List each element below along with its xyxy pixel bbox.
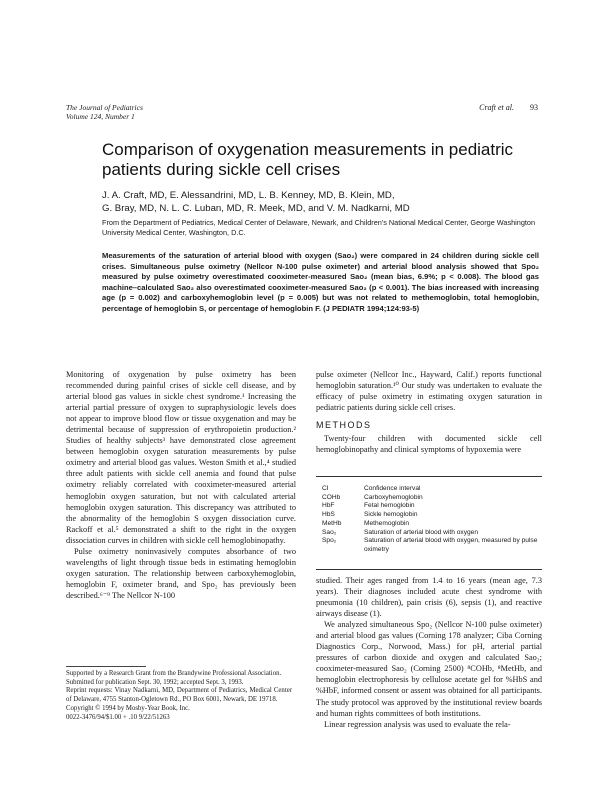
abbreviation-meaning: Confidence interval: [364, 485, 421, 492]
methods-text-2: studied. Their ages ranged from 1.4 to 16 years (mean age, 7.3 years). Their diagnoses included acute chest syndrome with pneumonia (10 children), pain crisis (6), sepsis (1), and reactive airways disease (1).: [316, 576, 542, 619]
intro-paragraph-3: pulse oximeter (Nellcor Inc., Hayward, Calif.) reports functional hemoglobin saturation.¹⁰ Our study was undertaken to evaluate the efficacy of pulse oximetry in estimating oxygen saturation in pediatric patients during sickle cell crises.: [316, 370, 542, 413]
abbreviation-meaning: Fetal hemoglobin: [364, 502, 415, 510]
support-note: Supported by a Research Grant from the Brandywine Professional Association.: [66, 670, 282, 677]
methods-continued: [316, 575, 542, 730]
authors-line-2: G. Bray, MD, N. L. C. Luban, MD, R. Meek, MD, and V. M. Nadkarni, MD: [102, 203, 410, 214]
intro-paragraph-1: Monitoring of oxygenation by pulse oximetry has been recommended during painful crises of sickle cell disease, and by arterial blood gas values in sickle chest syndrome.¹ Increasing the arterial partial pressure of oxygen to supraphysiologic levels does not appear to improve blood flow or tissue oxygenation and may be detrimental because of suppression of erythropoietin production.² Studies of healthy subjects³ have demonstrated close agreement between hemoglobin oxygen saturation measurements by pulse oximetry and arterial blood gas values. Weston Smith et al.,⁴ studied three adult patients with sickle cell anemia and found that pulse oximetry reliably correlated with cooximeter-measured arterial hemoglobin oxygen saturation, but not with calculated arterial hemoglobin oxygen saturation. This discrepancy was attributed to the abnormality of the hemoglobin S oxygen dissociation curve. Rackoff et al.⁵ demonstrated a shift to the right in the oxygen dissociation curves in children with sickle cell hemoglobinopathy.: [66, 370, 296, 545]
journal-name: The Journal of Pediatrics: [66, 103, 143, 112]
running-author: Craft et al.: [479, 103, 514, 112]
submission-dates: Submitted for publication Sept. 30, 1992; accepted Sept. 3, 1993.: [66, 678, 244, 686]
abbreviation-key: Sao₂: [322, 528, 337, 536]
methods-heading: METHODS: [316, 420, 372, 430]
author-list: [102, 189, 542, 215]
footnote-divider: [66, 666, 146, 667]
abbreviation-meaning: Saturation of arterial blood with oxygen, measured by pulse oximetry: [364, 537, 538, 553]
authors-line-1: J. A. Craft, MD, E. Alessandrini, MD, L. B. Kenney, MD, B. Klein, MD,: [102, 190, 395, 201]
abbreviation-row: [322, 502, 542, 511]
running-head: [479, 103, 538, 112]
abbreviation-meaning: Methemoglobin: [364, 519, 410, 527]
abstract: Measurements of the saturation of arterial blood with oxygen (Sao₂) were compared in 24 children during sickle cell crises. Simultaneous pulse oximetry (Nellcor N-100 pulse oximeter) and arterial blood analysis showed that Spo₂ measured by pulse oximetry overestimated cooximeter-measured Sao₂ (mean bias, 6.9%; p < 0.008). The blood gas machine–calculated Sao₂ also overestimated cooximeter-measured Sao₂ (p < 0.001). The bias increased with increasing age (p = 0.002) and carboxyhemoglobin level (p = 0.005) but was not related to methemoglobin, total hemoglobin, percentage of hemoglobin S, or percentage of hemoglobin F. (J PEDIATR 1994;124:93-5): [102, 251, 539, 313]
methods-text-4: Linear regression analysis was used to evaluate the rela-: [324, 719, 511, 729]
issn-line: 0022-3476/94/$1.00 + .10 9/22/51263: [66, 713, 170, 721]
copyright-line: Copyright © 1994 by Mosby-Year Book, Inc.: [66, 704, 190, 712]
abbreviation-row: [322, 520, 542, 529]
abbreviation-row: [322, 511, 542, 520]
methods-text-1: Twenty-four children with documented sickle cell hemoglobinopathy and clinical symptoms of hypoxemia were: [316, 434, 542, 455]
intro-paragraph-2: Pulse oximetry noninvasively computes absorbance of two wavelengths of light through tissue beds in estimating hemoglobin oxygen saturation. The relationship between carboxyhemoglobin, hemoglobin F, oximeter brand, and Spo₂ has previously been described.⁶⁻⁹ The Nellcor N-100: [66, 546, 296, 600]
left-column: [66, 369, 296, 601]
abbreviations-box: [316, 476, 542, 570]
abbreviation-meaning: Sickle hemoglobin: [364, 511, 418, 519]
abbreviation-row: [322, 494, 542, 503]
methods-text-3: We analyzed simultaneous Spo₂ (Nellcor N-100 pulse oximeter) and arterial blood gas values (Corning 178 analyzer; Ciba Corning Diagnostics Corp., Norwood, Mass.) for pH, arterial partial pressures of carbon dioxide and oxygen and calculated Sao₂; cooximeter-measured Sao₂ (Corning 2500) ⁸COHb, ⁸MetHb, and hemoglobin electrophoresis by cellulose acetate gel for %HbS and %HbF, informed consent or assent was obtained for all participants. The study protocol was approved by the institutional review boards and human rights committees of both institutions.: [316, 620, 542, 718]
affiliation: From the Department of Pediatrics, Medical Center of Delaware, Newark, and Children's National Medical Center, George Washington University Medical Center, Washington, D.C.: [102, 218, 536, 238]
abbreviation-row: [322, 537, 542, 554]
abbreviation-key: COHb: [322, 493, 341, 501]
abbreviation-key: CI: [322, 485, 329, 492]
abbreviation-key: MetHb: [322, 519, 342, 527]
abbreviation-key: Spo₂: [322, 537, 337, 545]
footnotes: [66, 670, 292, 722]
article-title: Comparison of oxygenation measurements in pediatric patients during sickle cell crises: [102, 140, 514, 179]
reprint-requests: Reprint requests: Vinay Nadkarni, MD, Department of Pediatrics, Medical Center of Delaware, 4755 Stanton-Ogletown Rd., PO Box 6001, Newark, DE 19718.: [66, 687, 292, 704]
page-number: 93: [530, 103, 538, 112]
journal-header: [66, 103, 143, 121]
abbreviation-meaning: Carboxyhemoglobin: [364, 493, 423, 501]
abbreviation-key: HbS: [322, 511, 335, 519]
abbreviation-meaning: Saturation of arterial blood with oxygen: [364, 528, 478, 536]
right-column-intro: [316, 369, 542, 413]
abbreviation-key: HbF: [322, 502, 335, 510]
abbreviation-row: [322, 529, 542, 538]
methods-paragraph-1: [316, 433, 542, 455]
abbreviation-row: [322, 485, 542, 494]
journal-volume: Volume 124, Number 1: [66, 112, 135, 121]
